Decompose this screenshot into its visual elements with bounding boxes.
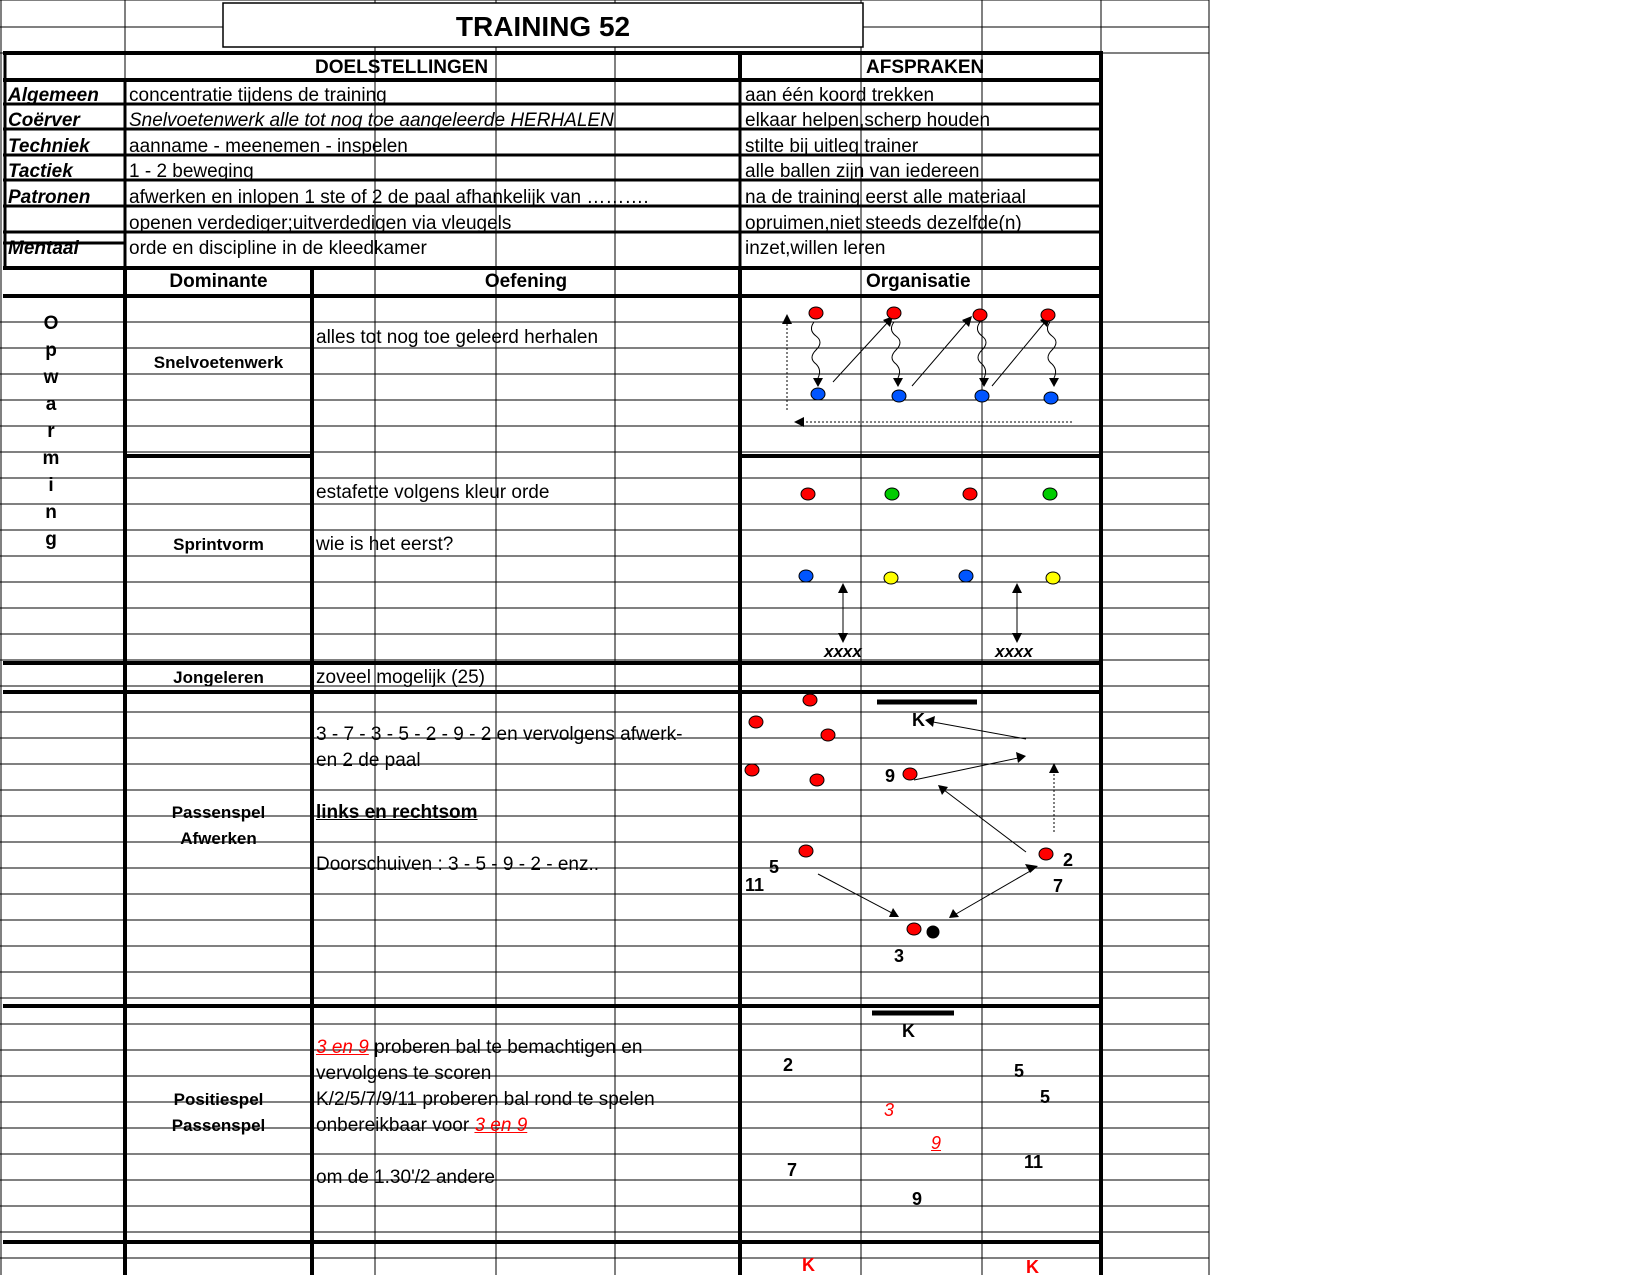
agreement-patronen-cont: opruimen,niet steeds dezelfde(n) [745,213,1022,234]
diagram5-label-9: 9 [912,1189,923,1209]
warmup-letter: O [43,313,59,334]
warmup-letter: a [45,394,57,415]
diagram5-label-3: 3 [884,1100,895,1120]
diagram4-label-9: 9 [885,766,896,786]
objectives-header: DOELSTELLINGEN [315,57,489,78]
highlight-3-en-9: 3 en 9 [316,1037,369,1058]
agreement-coerver: elkaar helpen,scherp houden [745,110,991,131]
sprint-mark-left: xxxx [824,642,862,661]
diagram-sprintvorm [799,488,1060,643]
sprint-mark-right: xxxx [995,642,1033,661]
dominant-passenspel: Passenspel [171,803,266,822]
dominant-passenspel-2: Passenspel [171,1116,266,1135]
agreements-header: AFSPRAKEN [866,57,985,78]
exercise-s4-line2: en 2 de paal [316,750,421,771]
exercise-s5-line1-rest: proberen bal te bemachtigen en [368,1037,643,1058]
warmup-letter: g [45,529,57,550]
dominant-snelvoetenwerk: Snelvoetenwerk [153,353,284,372]
objective-tactiek: 1 - 2 beweging [129,161,254,182]
dominant-sprintvorm: Sprintvorm [173,535,264,554]
exercise-s5-line5: om de 1.30'/2 andere [316,1167,495,1188]
page-title: TRAINING 52 [455,11,631,42]
agreement-tactiek: alle ballen zijn van iedereen [745,161,980,182]
diagram4-label-2: 2 [1063,850,1074,870]
diagram4-label-k: K [912,710,925,730]
category-techniek: Techniek [8,136,90,157]
category-coerver: Coërver [8,110,80,131]
exercise-s4-line1: 3 - 7 - 3 - 5 - 2 - 9 - 2 en vervolgens afwerk- [316,724,683,745]
exercise-s5-line4-pre: onbereikbaar voor [316,1115,475,1136]
warmup-letter: r [47,421,55,442]
agreement-techniek: stilte bij uitleg trainer [745,136,919,157]
exercise-s5-line4 [316,1114,527,1138]
objective-algemeen: concentratie tijdens de training [129,85,387,106]
category-algemeen: Algemeen [8,85,99,106]
diagram4-label-11: 11 [745,875,765,895]
objective-coerver: Snelvoetenwerk alle tot nog toe aangeleerde HERHALEN [129,110,614,131]
diagram4-label-3: 3 [894,946,905,966]
warmup-letter: m [42,448,60,469]
objective-patronen-cont: openen verdediger;uitverdedigen via vleugels [129,213,512,234]
diagram-snelvoetenwerk [782,307,1072,427]
diagram5-label-5b: 5 [1040,1087,1051,1107]
warmup-letter: n [45,502,57,523]
agreement-mentaal: inzet,willen leren [745,238,886,259]
objective-mentaal: orde en discipline in de kleedkamer [129,238,427,259]
organisation-header: Organisatie [866,271,971,292]
dominant-jongeleren: Jongeleren [173,668,264,687]
diagram6-label-k2: K [1026,1257,1039,1277]
warmup-letter: i [48,475,54,496]
objective-patronen: afwerken en inlopen 1 ste of 2 de paal afhankelijk van ………. [129,187,649,208]
diagram5-label-k: K [902,1021,915,1041]
diagram5-label-11: 11 [1024,1152,1044,1172]
category-patronen: Patronen [8,187,91,208]
diagram6-label-k1: K [802,1255,815,1275]
objective-techniek: aanname - meenemen - inspelen [129,136,408,157]
diagram4-label-5: 5 [769,857,780,877]
dominant-header: Dominante [169,271,268,292]
category-mentaal: Mentaal [8,238,79,259]
exercise-s5-line2: vervolgens te scoren [316,1063,492,1084]
exercise-s4-line4: Doorschuiven : 3 - 5 - 9 - 2 - enz.. [316,854,600,875]
exercise-s5-line3: K/2/5/7/9/11 proberen bal rond te spelen [316,1089,655,1110]
exercise-s5-line1 [316,1036,642,1060]
diagram5-label-2: 2 [783,1055,794,1075]
agreement-algemeen: aan één koord trekken [745,85,935,106]
agreement-patronen: na de training eerst alle materiaal [745,187,1026,208]
warmup-letter: w [43,367,59,388]
category-tactiek: Tactiek [8,161,73,182]
exercise-s2-line2: wie is het eerst? [316,534,454,555]
exercise-s2-line1: estafette volgens kleur orde [316,482,550,503]
exercise-s3-line1: zoveel mogelijk (25) [316,667,485,688]
highlight-3-en-9-b: 3 en 9 [474,1115,528,1136]
exercise-header: Oefening [484,271,568,292]
diagram5-label-9-red: 9 [931,1133,942,1153]
dominant-afwerken: Afwerken [180,829,257,848]
warmup-letter: p [45,340,57,361]
dominant-positiespel: Positiespel [173,1090,264,1109]
exercise-s4-line3: links en rechtsom [316,802,478,823]
diagram5-label-7: 7 [787,1160,798,1180]
diagram4-label-7: 7 [1053,876,1064,896]
exercise-s1-line1: alles tot nog toe geleerd herhalen [316,327,599,348]
diagram5-label-5a: 5 [1014,1061,1025,1081]
